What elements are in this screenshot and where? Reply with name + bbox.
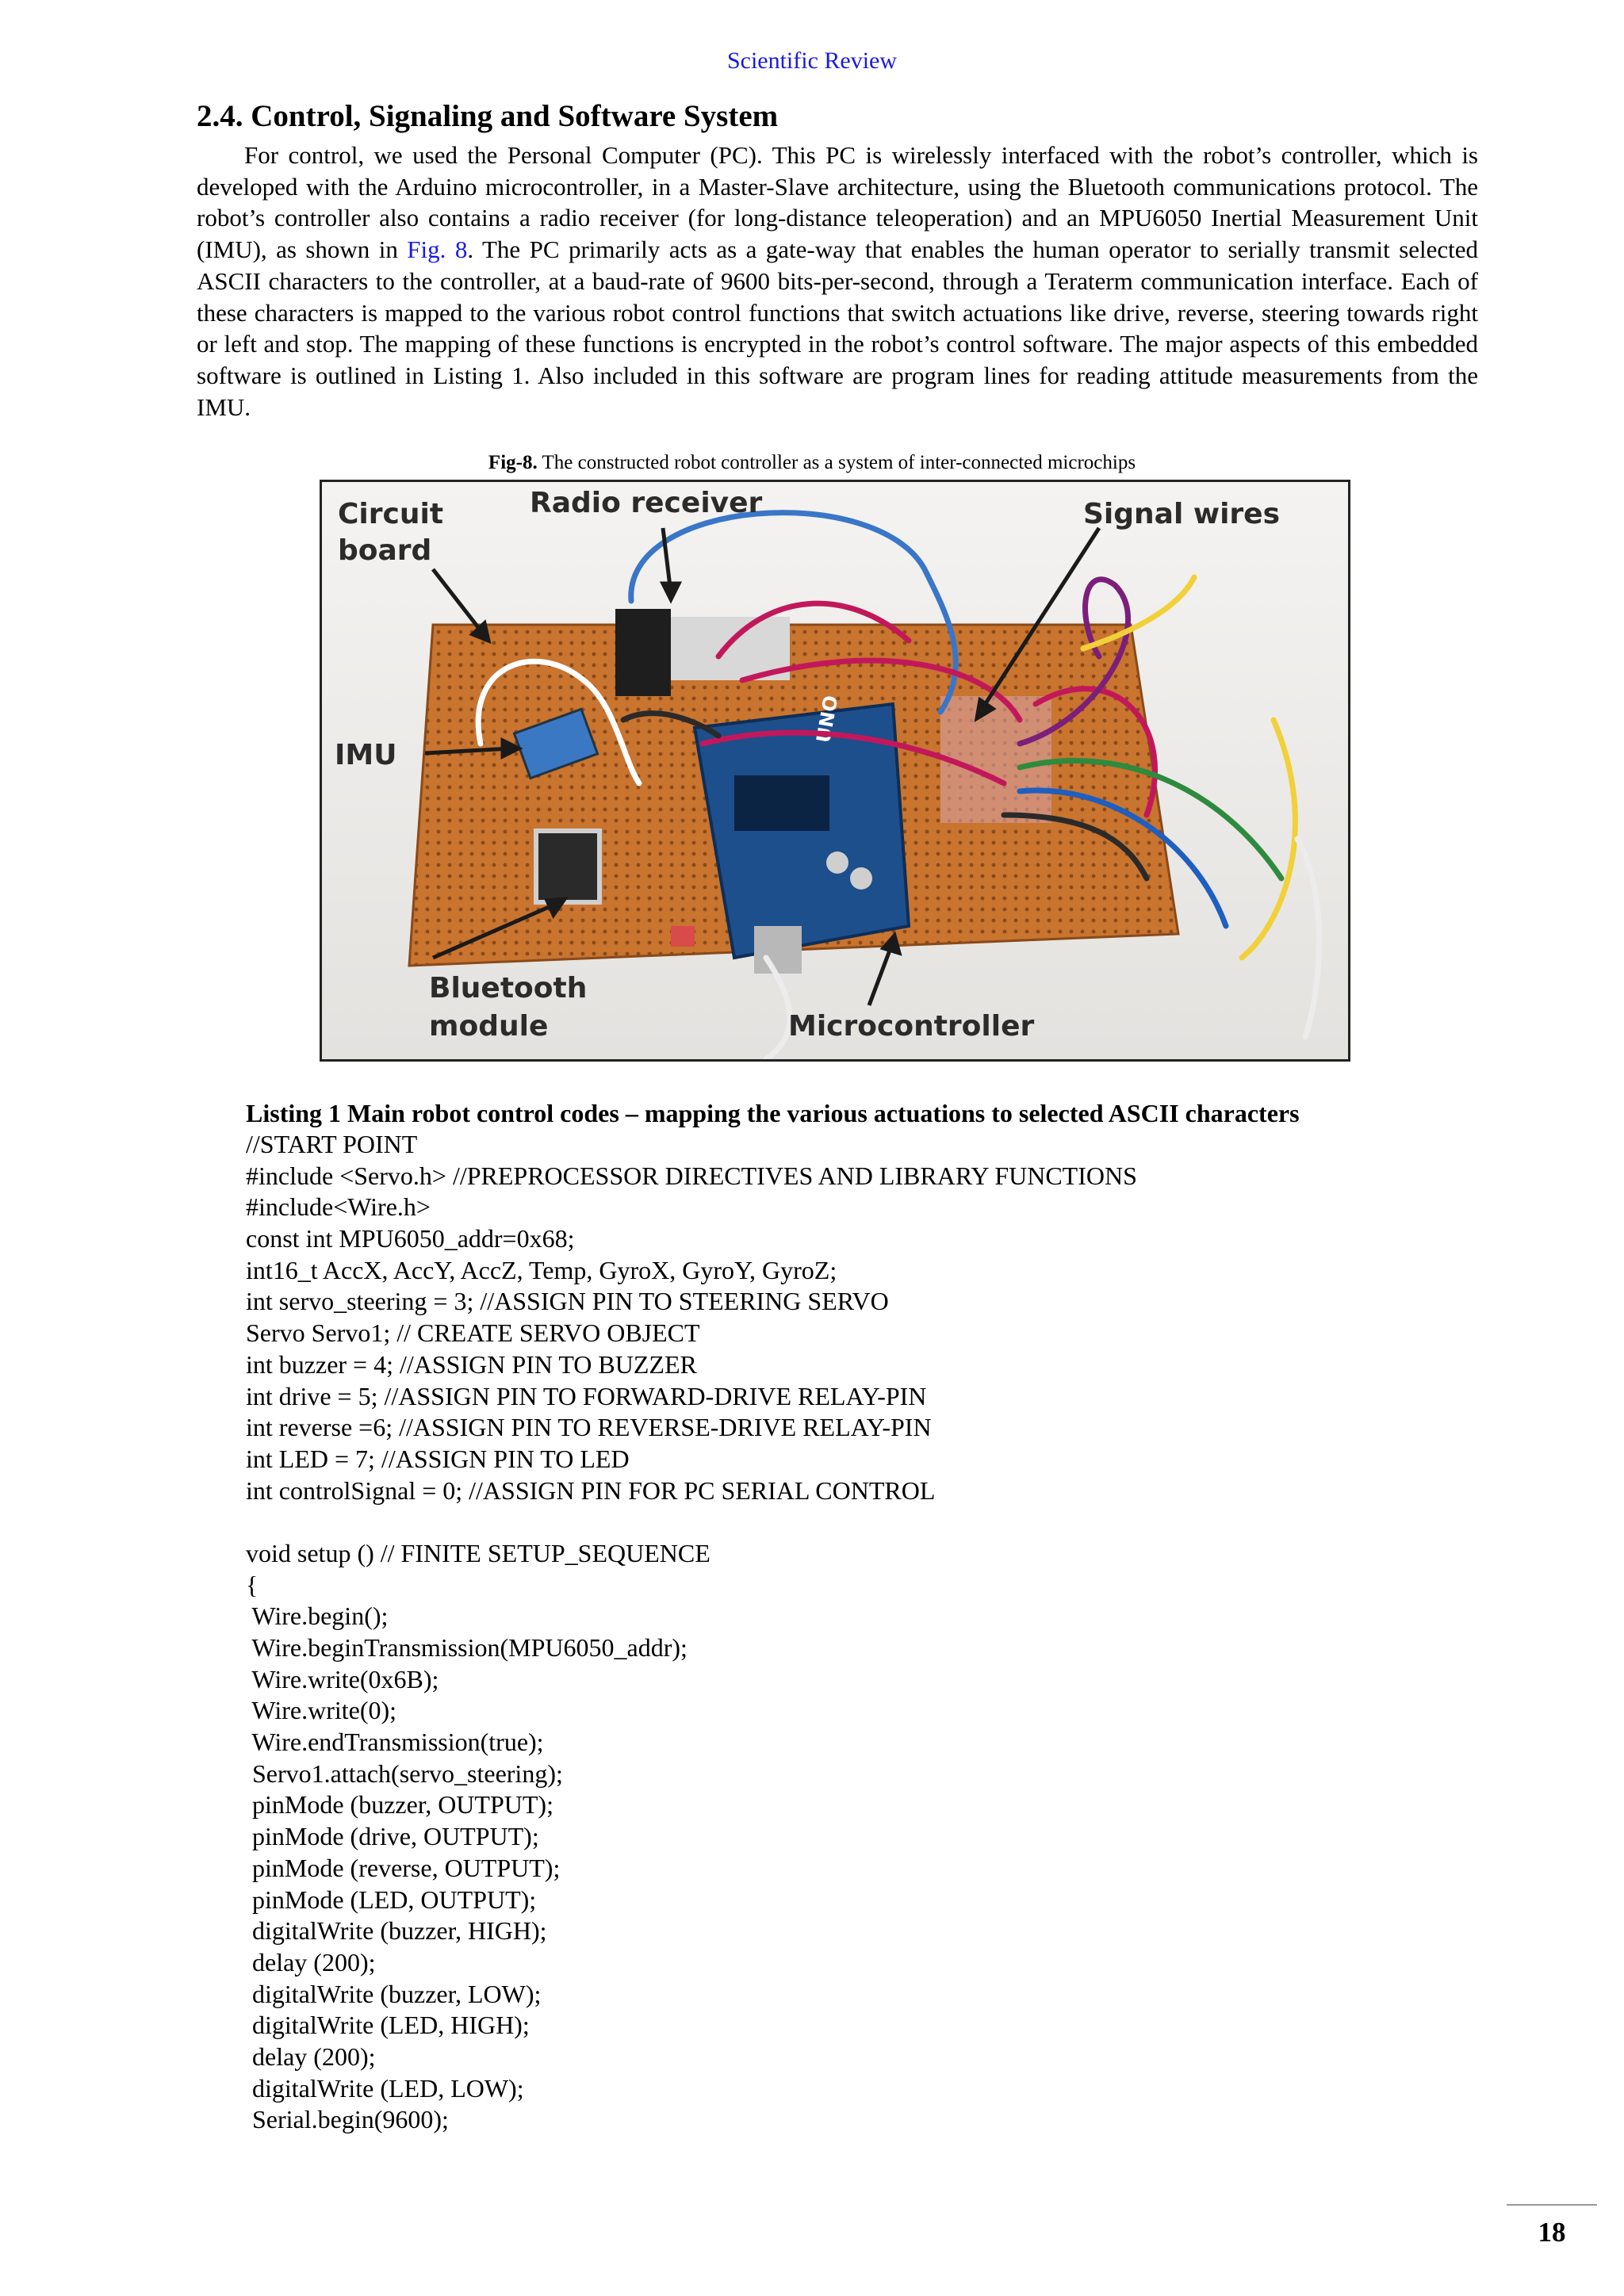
radio-receiver-module (615, 609, 671, 696)
listing-title: Listing 1 Main robot control codes – mapping the various actuations to selected ASCII characters (246, 1099, 1300, 1127)
paragraph-text-start: For control, we used the Personal Computer (PC). This PC is wirelessly interfaced with the robot’s controller, which is developed with the Arduino microcontroller, in a Master-Slave architecture, using the Bluetooth communications protocol. The robot’s controller also contains a radio receiver (for long-distance teleoperation) and an MPU6050 Inertial Measurement Unit (IMU), as shown in (197, 141, 1478, 264)
code-line: int reverse =6; //ASSIGN PIN TO REVERSE-DRIVE RELAY-PIN (246, 1413, 932, 1442)
code-line: pinMode (drive, OUTPUT); (246, 1822, 539, 1851)
code-line: Wire.endTransmission(true); (246, 1728, 544, 1757)
code-line: Servo1.attach(servo_steering); (246, 1758, 563, 1788)
callout-imu: IMU (335, 739, 397, 771)
code-line: int controlSignal = 0; //ASSIGN PIN FOR PC SERIAL CONTROL (246, 1475, 936, 1505)
figure-reference-link[interactable]: Fig. 8 (407, 235, 468, 264)
code-line (246, 1506, 1137, 1538)
code-line: int drive = 5; //ASSIGN PIN TO FORWARD-DRIVE RELAY-PIN (246, 1381, 927, 1410)
figure-caption (0, 452, 1624, 474)
figure-caption-label: Fig-8. (488, 452, 538, 473)
signal-wire-terminal (940, 696, 1051, 823)
code-line: int LED = 7; //ASSIGN PIN TO LED (246, 1444, 630, 1473)
code-line: delay (200); (246, 2042, 376, 2071)
circuit-photo-illustration (322, 482, 1348, 1059)
paragraph-text-end: . The PC primarily acts as a gate-way that enables the human operator to serially transmit selected ASCII characters to the controller, at a baud-rate of 9600 bits-per-second, through a Teraterm communication interface. Each of these characters is mapped to the various robot control functions that switch actuations like drive, reverse, steering towards right or left and stop. The mapping of these functions is encrypted in the robot’s control software. The major aspects of this embedded software is outlined in Listing 1. Also included in this software are program lines for reading attitude measurements from the IMU. (197, 235, 1479, 421)
callout-circuit-board-line1: Circuit (338, 498, 444, 530)
code-line: Wire.beginTransmission(MPU6050_addr); (246, 1633, 688, 1662)
body-paragraph (197, 140, 1478, 423)
callout-signal-wires: Signal wires (1083, 498, 1281, 530)
arduino-chip-label: UNO (812, 694, 843, 745)
reset-button-part (671, 926, 695, 947)
code-listing (246, 1129, 1137, 2136)
code-line: #include <Servo.h> //PREPROCESSOR DIRECTIVES AND LIBRARY FUNCTIONS (246, 1161, 1137, 1190)
code-line: #include<Wire.h> (246, 1192, 431, 1222)
circuit-photo-figure (320, 480, 1350, 1062)
page-number-rule (1507, 2204, 1597, 2206)
code-line: pinMode (reverse, OUTPUT); (246, 1853, 561, 1882)
running-header: Scientific Review (726, 48, 898, 74)
callout-bluetooth-line2: module (429, 1010, 549, 1043)
bluetooth-module (536, 831, 599, 902)
figure-caption-text: The constructed robot controller as a system of inter-connected microchips (537, 452, 1136, 473)
code-line: //START POINT (246, 1130, 418, 1158)
callout-circuit-board-line2: board (338, 534, 432, 567)
code-line: int servo_steering = 3; //ASSIGN PIN TO STEERING SERVO (246, 1287, 889, 1316)
code-line: digitalWrite (LED, HIGH); (246, 2011, 530, 2040)
code-line: void setup () // FINITE SETUP_SEQUENCE (246, 1538, 710, 1567)
code-line: Servo Servo1; // CREATE SERVO OBJECT (246, 1318, 700, 1348)
code-line: digitalWrite (buzzer, HIGH); (246, 1916, 547, 1946)
section-heading: 2.4. Control, Signaling and Software System (197, 99, 779, 133)
code-line: pinMode (LED, OUTPUT); (246, 1885, 537, 1914)
code-line: digitalWrite (LED, LOW); (246, 2073, 524, 2103)
code-line: { (246, 1570, 259, 1599)
code-line: Wire.begin(); (246, 1601, 389, 1631)
code-line: digitalWrite (buzzer, LOW); (246, 1979, 542, 2008)
callout-bluetooth-line1: Bluetooth (429, 972, 588, 1004)
code-line: delay (200); (246, 1947, 376, 1976)
code-line: Wire.write(0x6B); (246, 1664, 439, 1693)
code-line: const int MPU6050_addr=0x68; (246, 1224, 575, 1253)
code-line: int buzzer = 4; //ASSIGN PIN TO BUZZER (246, 1349, 697, 1379)
callout-radio-receiver: Radio receiver (530, 487, 763, 519)
code-line: Serial.begin(9600); (246, 2105, 449, 2134)
code-line: Wire.write(0); (246, 1696, 397, 1725)
page-number: 18 (1538, 2217, 1566, 2248)
code-line: int16_t AccX, AccY, AccZ, Temp, GyroX, GyroY, GyroZ; (246, 1255, 837, 1284)
callout-microcontroller: Microcontroller (788, 1010, 1035, 1043)
code-line: pinMode (buzzer, OUTPUT); (246, 1790, 553, 1820)
